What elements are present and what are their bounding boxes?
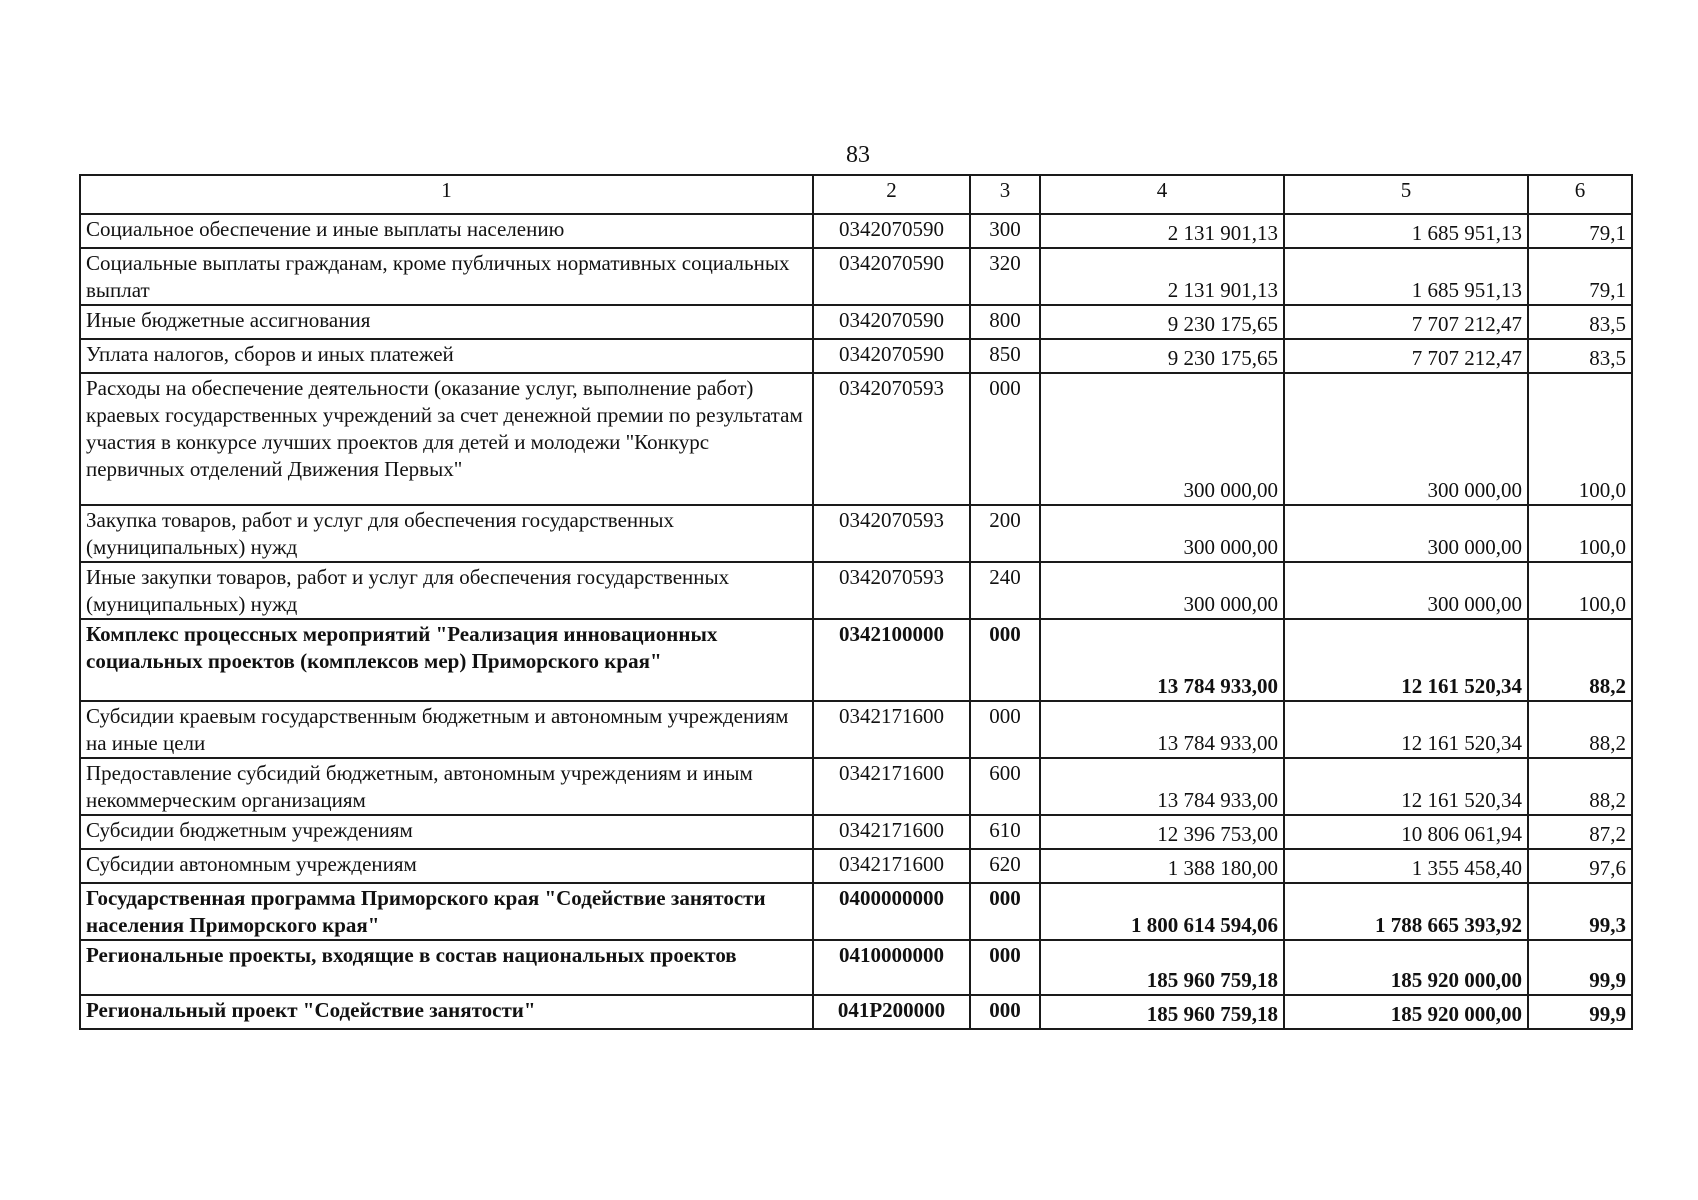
row-name-cell: Расходы на обеспечение деятельности (оказание услуг, выполнение работ) краевых государственных учреждений за счет денежной премии по результатам участия в конкурсе лучших проектов для детей и молодежи "Конкурс первичных отделений Движения Первых" <box>80 373 813 505</box>
row-plan-cell: 185 960 759,18 <box>1040 940 1284 995</box>
row-percent-cell: 99,3 <box>1528 883 1632 940</box>
table-row <box>80 849 1632 883</box>
table-row <box>80 214 1632 248</box>
row-fact-cell: 12 161 520,34 <box>1284 701 1528 758</box>
table-row <box>80 995 1632 1029</box>
row-plan-cell: 9 230 175,65 <box>1040 339 1284 373</box>
row-kvr-cell: 620 <box>970 849 1040 883</box>
row-kcsr-cell: 0342070590 <box>813 214 970 248</box>
table-row <box>80 505 1632 562</box>
row-fact-cell: 1 685 951,13 <box>1284 214 1528 248</box>
row-name-cell: Комплекс процессных мероприятий "Реализация инновационных социальных проектов (комплексов мер) Приморского края" <box>80 619 813 701</box>
row-kcsr-cell: 0410000000 <box>813 940 970 995</box>
row-kcsr-cell: 0342070590 <box>813 248 970 305</box>
row-kcsr-cell: 0342171600 <box>813 815 970 849</box>
table-row <box>80 373 1632 505</box>
row-fact-cell: 185 920 000,00 <box>1284 940 1528 995</box>
row-kcsr-cell: 0342070593 <box>813 505 970 562</box>
column-header: 2 <box>813 175 970 214</box>
row-fact-cell: 10 806 061,94 <box>1284 815 1528 849</box>
row-name-cell: Региональные проекты, входящие в состав национальных проектов <box>80 940 813 995</box>
row-percent-cell: 99,9 <box>1528 940 1632 995</box>
row-plan-cell: 13 784 933,00 <box>1040 758 1284 815</box>
column-header: 4 <box>1040 175 1284 214</box>
table-row <box>80 562 1632 619</box>
page-number: 83 <box>846 142 870 168</box>
row-plan-cell: 13 784 933,00 <box>1040 619 1284 701</box>
row-name-cell: Субсидии краевым государственным бюджетным и автономным учреждениям на иные цели <box>80 701 813 758</box>
table-row <box>80 940 1632 995</box>
row-name-cell: Уплата налогов, сборов и иных платежей <box>80 339 813 373</box>
row-percent-cell: 79,1 <box>1528 248 1632 305</box>
row-name-cell: Региональный проект "Содействие занятости" <box>80 995 813 1029</box>
row-percent-cell: 100,0 <box>1528 562 1632 619</box>
row-plan-cell: 12 396 753,00 <box>1040 815 1284 849</box>
row-name-cell: Субсидии бюджетным учреждениям <box>80 815 813 849</box>
row-kcsr-cell: 041P200000 <box>813 995 970 1029</box>
row-kvr-cell: 610 <box>970 815 1040 849</box>
row-kvr-cell: 000 <box>970 883 1040 940</box>
table-row <box>80 339 1632 373</box>
row-name-cell: Субсидии автономным учреждениям <box>80 849 813 883</box>
row-percent-cell: 83,5 <box>1528 339 1632 373</box>
table-row <box>80 883 1632 940</box>
table-row <box>80 701 1632 758</box>
table-row <box>80 619 1632 701</box>
row-plan-cell: 1 388 180,00 <box>1040 849 1284 883</box>
row-kcsr-cell: 0342100000 <box>813 619 970 701</box>
row-kvr-cell: 600 <box>970 758 1040 815</box>
row-plan-cell: 13 784 933,00 <box>1040 701 1284 758</box>
row-plan-cell: 1 800 614 594,06 <box>1040 883 1284 940</box>
row-percent-cell: 88,2 <box>1528 619 1632 701</box>
budget-table <box>79 174 1633 1030</box>
row-kvr-cell: 240 <box>970 562 1040 619</box>
row-fact-cell: 7 707 212,47 <box>1284 339 1528 373</box>
row-plan-cell: 2 131 901,13 <box>1040 248 1284 305</box>
row-name-cell: Иные закупки товаров, работ и услуг для обеспечения государственных (муниципальных) нужд <box>80 562 813 619</box>
row-kvr-cell: 800 <box>970 305 1040 339</box>
row-kcsr-cell: 0342070593 <box>813 373 970 505</box>
column-header: 6 <box>1528 175 1632 214</box>
row-name-cell: Предоставление субсидий бюджетным, автономным учреждениям и иным некоммерческим организациям <box>80 758 813 815</box>
row-kcsr-cell: 0342171600 <box>813 701 970 758</box>
row-percent-cell: 97,6 <box>1528 849 1632 883</box>
row-fact-cell: 12 161 520,34 <box>1284 619 1528 701</box>
row-kcsr-cell: 0400000000 <box>813 883 970 940</box>
row-kvr-cell: 000 <box>970 701 1040 758</box>
row-kcsr-cell: 0342070590 <box>813 305 970 339</box>
row-kcsr-cell: 0342171600 <box>813 849 970 883</box>
row-percent-cell: 88,2 <box>1528 701 1632 758</box>
row-kvr-cell: 320 <box>970 248 1040 305</box>
row-name-cell: Закупка товаров, работ и услуг для обеспечения государственных (муниципальных) нужд <box>80 505 813 562</box>
row-fact-cell: 12 161 520,34 <box>1284 758 1528 815</box>
row-plan-cell: 300 000,00 <box>1040 505 1284 562</box>
row-plan-cell: 300 000,00 <box>1040 373 1284 505</box>
row-plan-cell: 300 000,00 <box>1040 562 1284 619</box>
row-name-cell: Социальное обеспечение и иные выплаты населению <box>80 214 813 248</box>
header-row <box>80 175 1632 214</box>
row-kcsr-cell: 0342070590 <box>813 339 970 373</box>
row-percent-cell: 83,5 <box>1528 305 1632 339</box>
row-kcsr-cell: 0342070593 <box>813 562 970 619</box>
table-row <box>80 305 1632 339</box>
row-plan-cell: 2 131 901,13 <box>1040 214 1284 248</box>
row-fact-cell: 300 000,00 <box>1284 562 1528 619</box>
row-kvr-cell: 000 <box>970 940 1040 995</box>
row-kvr-cell: 300 <box>970 214 1040 248</box>
table-row <box>80 248 1632 305</box>
row-kvr-cell: 200 <box>970 505 1040 562</box>
row-fact-cell: 185 920 000,00 <box>1284 995 1528 1029</box>
row-fact-cell: 300 000,00 <box>1284 505 1528 562</box>
row-fact-cell: 1 685 951,13 <box>1284 248 1528 305</box>
row-plan-cell: 9 230 175,65 <box>1040 305 1284 339</box>
row-fact-cell: 1 355 458,40 <box>1284 849 1528 883</box>
row-fact-cell: 7 707 212,47 <box>1284 305 1528 339</box>
row-name-cell: Государственная программа Приморского края "Содействие занятости населения Приморского края" <box>80 883 813 940</box>
row-kvr-cell: 850 <box>970 339 1040 373</box>
row-kvr-cell: 000 <box>970 995 1040 1029</box>
row-kcsr-cell: 0342171600 <box>813 758 970 815</box>
row-percent-cell: 79,1 <box>1528 214 1632 248</box>
row-plan-cell: 185 960 759,18 <box>1040 995 1284 1029</box>
row-percent-cell: 88,2 <box>1528 758 1632 815</box>
row-fact-cell: 1 788 665 393,92 <box>1284 883 1528 940</box>
row-name-cell: Иные бюджетные ассигнования <box>80 305 813 339</box>
row-kvr-cell: 000 <box>970 619 1040 701</box>
row-fact-cell: 300 000,00 <box>1284 373 1528 505</box>
row-percent-cell: 100,0 <box>1528 373 1632 505</box>
table-row <box>80 758 1632 815</box>
table-row <box>80 815 1632 849</box>
column-header: 5 <box>1284 175 1528 214</box>
row-kvr-cell: 000 <box>970 373 1040 505</box>
column-header: 1 <box>80 175 813 214</box>
row-percent-cell: 87,2 <box>1528 815 1632 849</box>
column-header: 3 <box>970 175 1040 214</box>
row-name-cell: Социальные выплаты гражданам, кроме публичных нормативных социальных выплат <box>80 248 813 305</box>
row-percent-cell: 100,0 <box>1528 505 1632 562</box>
row-percent-cell: 99,9 <box>1528 995 1632 1029</box>
